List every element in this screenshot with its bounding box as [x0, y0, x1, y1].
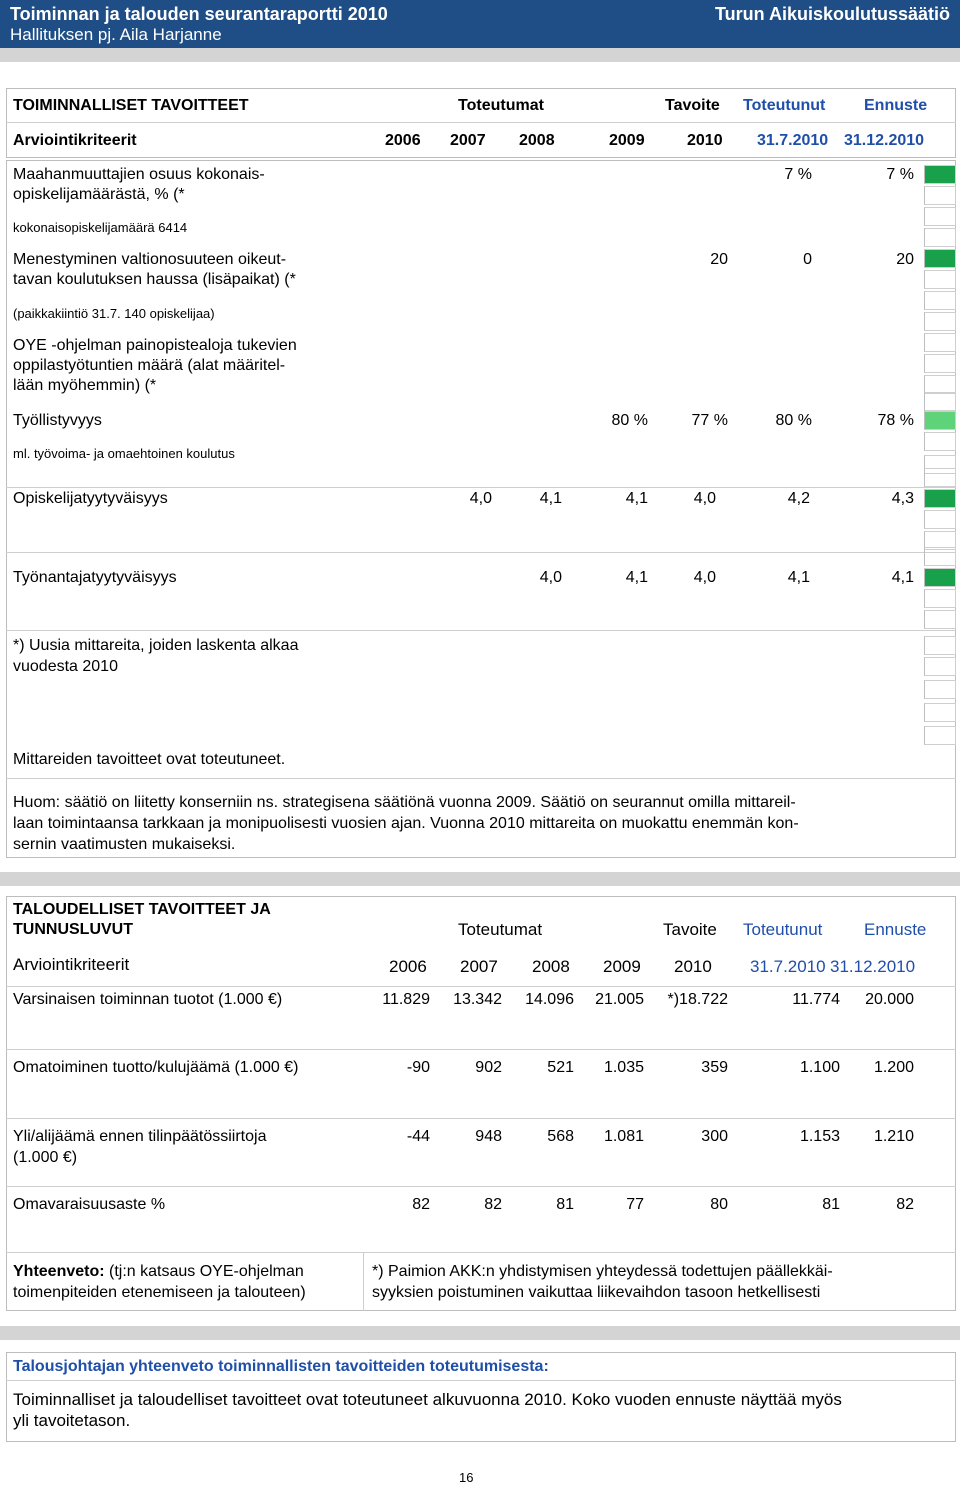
fin-title-1: TALOUDELLISET TAVOITTEET JA — [13, 901, 271, 918]
ops-date-achieved: 31.7.2010 — [757, 132, 829, 149]
ops-footnote-2: vuodesta 2010 — [13, 658, 118, 675]
fin-row-4-2008: 81 — [556, 1196, 574, 1213]
fin-year-2006: 2006 — [389, 957, 427, 976]
ops-row-3-label-3: lään myöhemmin) (* — [13, 377, 157, 394]
fin-year-2010: 2010 — [674, 957, 712, 976]
status-indicator — [924, 165, 956, 184]
fin-row-1-2006: 11.829 — [382, 991, 430, 1008]
ops-row-1-label-2: opiskelijamäärästä, % (* — [13, 186, 185, 203]
ops-row-4-achieved: 80 % — [775, 412, 812, 429]
chair-name: Hallituksen pj. Aila Harjanne — [10, 25, 222, 44]
fin-row-2-forecast: 1.200 — [873, 1059, 914, 1076]
ops-year-2007: 2007 — [450, 132, 486, 149]
status-indicator — [924, 249, 956, 268]
ops-row-6-label: Työnantajatyytyväisyys — [13, 569, 177, 586]
fin-row-4-achieved: 81 — [822, 1196, 840, 1213]
ops-row-1-note: kokonaisopiskelijamäärä 6414 — [13, 220, 188, 235]
ops-col-forecast: Ennuste — [864, 97, 928, 114]
ops-row-1-label-1: Maahanmuuttajien osuus kokonais- — [13, 166, 265, 183]
status-indicator — [924, 411, 956, 430]
ops-row-4-2009: 80 % — [611, 412, 648, 429]
ops-row-2-achieved: 0 — [803, 251, 812, 268]
cfo-summary-title: Talousjohtajan yhteenveto toiminnallisten tavoitteiden toteutumisesta: — [13, 1358, 549, 1375]
fin-date-forecast: 31.12.2010 — [830, 957, 916, 976]
ops-year-2009: 2009 — [609, 132, 645, 149]
ops-row-2-label-1: Menestyminen valtionosuuteen oikeut- — [13, 251, 287, 268]
ops-row-5-forecast: 4,3 — [891, 490, 914, 507]
report-header — [0, 0, 960, 48]
ops-row-2-target: 20 — [710, 251, 728, 268]
fin-col-forecast: Ennuste — [864, 920, 927, 939]
fin-date-achieved: 31.7.2010 — [750, 957, 826, 976]
ops-row-3-label-2: oppilastyötuntien määrä (alat määritel- — [13, 357, 286, 374]
ops-col-target: Tavoite — [665, 97, 720, 114]
ops-row-6-2008: 4,0 — [539, 569, 562, 586]
fin-summary-note-2: syyksien poistuminen vaikuttaa liikevaihdon tasoon hetkellisesti — [372, 1284, 821, 1301]
ops-row-2-label-2: tavan koulutuksen haussa (lisäpaikat) (* — [13, 271, 296, 288]
fin-row-3-2010: 300 — [701, 1128, 728, 1145]
fin-row-1-label: Varsinaisen toiminnan tuotot (1.000 €) — [13, 991, 283, 1008]
fin-row-1-2008: 14.096 — [525, 991, 574, 1008]
cfo-summary-text-1: Toiminnalliset ja taloudelliset tavoitteet ovat toteutuneet alkuvuonna 2010. Koko vuoden ennuste näyttää myös — [13, 1390, 842, 1409]
fin-year-2007: 2007 — [460, 957, 498, 976]
fin-title-2: TUNNUSLUVUT — [13, 921, 133, 938]
fin-row-1-2009: 21.005 — [595, 991, 644, 1008]
fin-col-achieved: Toteutunut — [743, 920, 823, 939]
ops-footnote-1: *) Uusia mittareita, joiden laskenta alkaa — [13, 637, 299, 654]
fin-row-2-2006: -90 — [406, 1059, 430, 1076]
fin-row-4-label: Omavaraisuusaste % — [13, 1196, 166, 1213]
fin-row-3-2009: 1.081 — [603, 1128, 644, 1145]
fin-row-3-achieved: 1.153 — [799, 1128, 840, 1145]
fin-row-3-label-2: (1.000 €) — [13, 1149, 78, 1166]
ops-note-line-1: Huom: säätiö on liitetty konserniin ns. strategisena säätiönä vuonna 2009. Säätiö on seurannut omilla mittareil- — [13, 794, 796, 811]
ops-year-2008: 2008 — [519, 132, 555, 149]
page-number: 16 — [459, 1470, 474, 1485]
ops-date-forecast: 31.12.2010 — [844, 132, 925, 149]
fin-row-2-2010: 359 — [701, 1059, 728, 1076]
ops-row-4-target: 77 % — [691, 412, 728, 429]
fin-summary-label-2: toimenpiteiden etenemiseen ja talouteen) — [13, 1284, 306, 1301]
fin-year-2009: 2009 — [603, 957, 641, 976]
status-indicator — [924, 568, 956, 587]
fin-row-3-2007: 948 — [475, 1128, 502, 1145]
ops-row-4-forecast: 78 % — [877, 412, 914, 429]
fin-row-4-2006: 82 — [412, 1196, 430, 1213]
ops-row-5-label: Opiskelijatyytyväisyys — [13, 490, 168, 507]
fin-row-4-2010: 80 — [710, 1196, 728, 1213]
ops-row-5-2007: 4,0 — [469, 490, 492, 507]
ops-row-6-forecast: 4,1 — [891, 569, 914, 586]
fin-row-4-forecast: 82 — [896, 1196, 914, 1213]
status-indicator — [924, 489, 956, 508]
fin-row-2-2009: 1.035 — [603, 1059, 644, 1076]
fin-year-2008: 2008 — [532, 957, 570, 976]
ops-row-5-target: 4,0 — [693, 490, 716, 507]
ops-year-2006: 2006 — [385, 132, 421, 149]
fin-row-2-label: Omatoiminen tuotto/kulujäämä (1.000 €) — [13, 1059, 299, 1076]
organization-name: Turun Aikuiskoulutussäätiö — [714, 4, 950, 24]
fin-row-4-2007: 82 — [484, 1196, 502, 1213]
fin-row-1-forecast: 20.000 — [865, 991, 914, 1008]
fin-row-2-achieved: 1.100 — [799, 1059, 840, 1076]
fin-col-target: Tavoite — [663, 920, 717, 939]
ops-row-3-label-1: OYE -ohjelman painopistealoja tukevien — [13, 337, 297, 354]
ops-row-6-2009: 4,1 — [625, 569, 648, 586]
ops-row-2-note: (paikkakiintiö 31.7. 140 opiskelijaa) — [13, 306, 215, 321]
ops-row-6-achieved: 4,1 — [787, 569, 810, 586]
fin-row-1-2010: *)18.722 — [667, 991, 728, 1008]
ops-col-achieved: Toteutunut — [743, 97, 826, 114]
ops-met-statement: Mittareiden tavoitteet ovat toteutuneet. — [13, 751, 286, 768]
header-divider — [0, 48, 960, 62]
fin-row-1-2007: 13.342 — [453, 991, 502, 1008]
fin-row-2-2008: 521 — [547, 1059, 574, 1076]
section-divider — [0, 1326, 960, 1340]
ops-criteria-label: Arviointikriteerit — [13, 132, 137, 149]
ops-note-line-3: sernin vaatimusten mukaiseksi. — [13, 836, 236, 853]
ops-title: TOIMINNALLISET TAVOITTEET — [13, 97, 249, 114]
ops-note-line-2: laan toimintaansa tarkkaan ja monipuolisesti vuosien ajan. Vuonna 2010 mittareita on muokattu enemmän kon- — [13, 815, 799, 832]
fin-criteria-label: Arviointikriteerit — [13, 955, 130, 974]
ops-row-5-achieved: 4,2 — [787, 490, 810, 507]
ops-row-1-forecast: 7 % — [886, 166, 914, 183]
ops-row-2-forecast: 20 — [896, 251, 914, 268]
fin-summary-label: Yhteenveto: (tj:n katsaus OYE-ohjelman — [13, 1263, 304, 1280]
ops-row-1-achieved: 7 % — [784, 166, 812, 183]
fin-row-4-2009: 77 — [626, 1196, 644, 1213]
fin-row-1-achieved: 11.774 — [792, 991, 840, 1008]
fin-summary-note-1: *) Paimion AKK:n yhdistymisen yhteydessä todettujen päällekkäi- — [372, 1263, 833, 1280]
ops-row-5-2008: 4,1 — [539, 490, 562, 507]
fin-row-3-2006: -44 — [406, 1128, 430, 1145]
fin-col-realized: Toteutumat — [458, 920, 543, 939]
section-divider — [0, 872, 960, 886]
report-title: Toiminnan ja talouden seurantaraportti 2010 — [10, 4, 388, 24]
fin-row-3-forecast: 1.210 — [873, 1128, 914, 1145]
cfo-summary-text-2: yli tavoitetason. — [13, 1411, 131, 1430]
ops-col-realized: Toteutumat — [458, 97, 544, 114]
ops-row-6-target: 4,0 — [693, 569, 716, 586]
ops-row-5-2009: 4,1 — [625, 490, 648, 507]
fin-row-3-label-1: Yli/alijäämä ennen tilinpäätössiirtoja — [13, 1128, 267, 1145]
fin-row-2-2007: 902 — [475, 1059, 502, 1076]
ops-row-4-note: ml. työvoima- ja omaehtoinen koulutus — [13, 446, 235, 461]
ops-year-2010: 2010 — [687, 132, 723, 149]
fin-row-3-2008: 568 — [547, 1128, 574, 1145]
ops-row-4-label: Työllistyvyys — [13, 412, 102, 429]
